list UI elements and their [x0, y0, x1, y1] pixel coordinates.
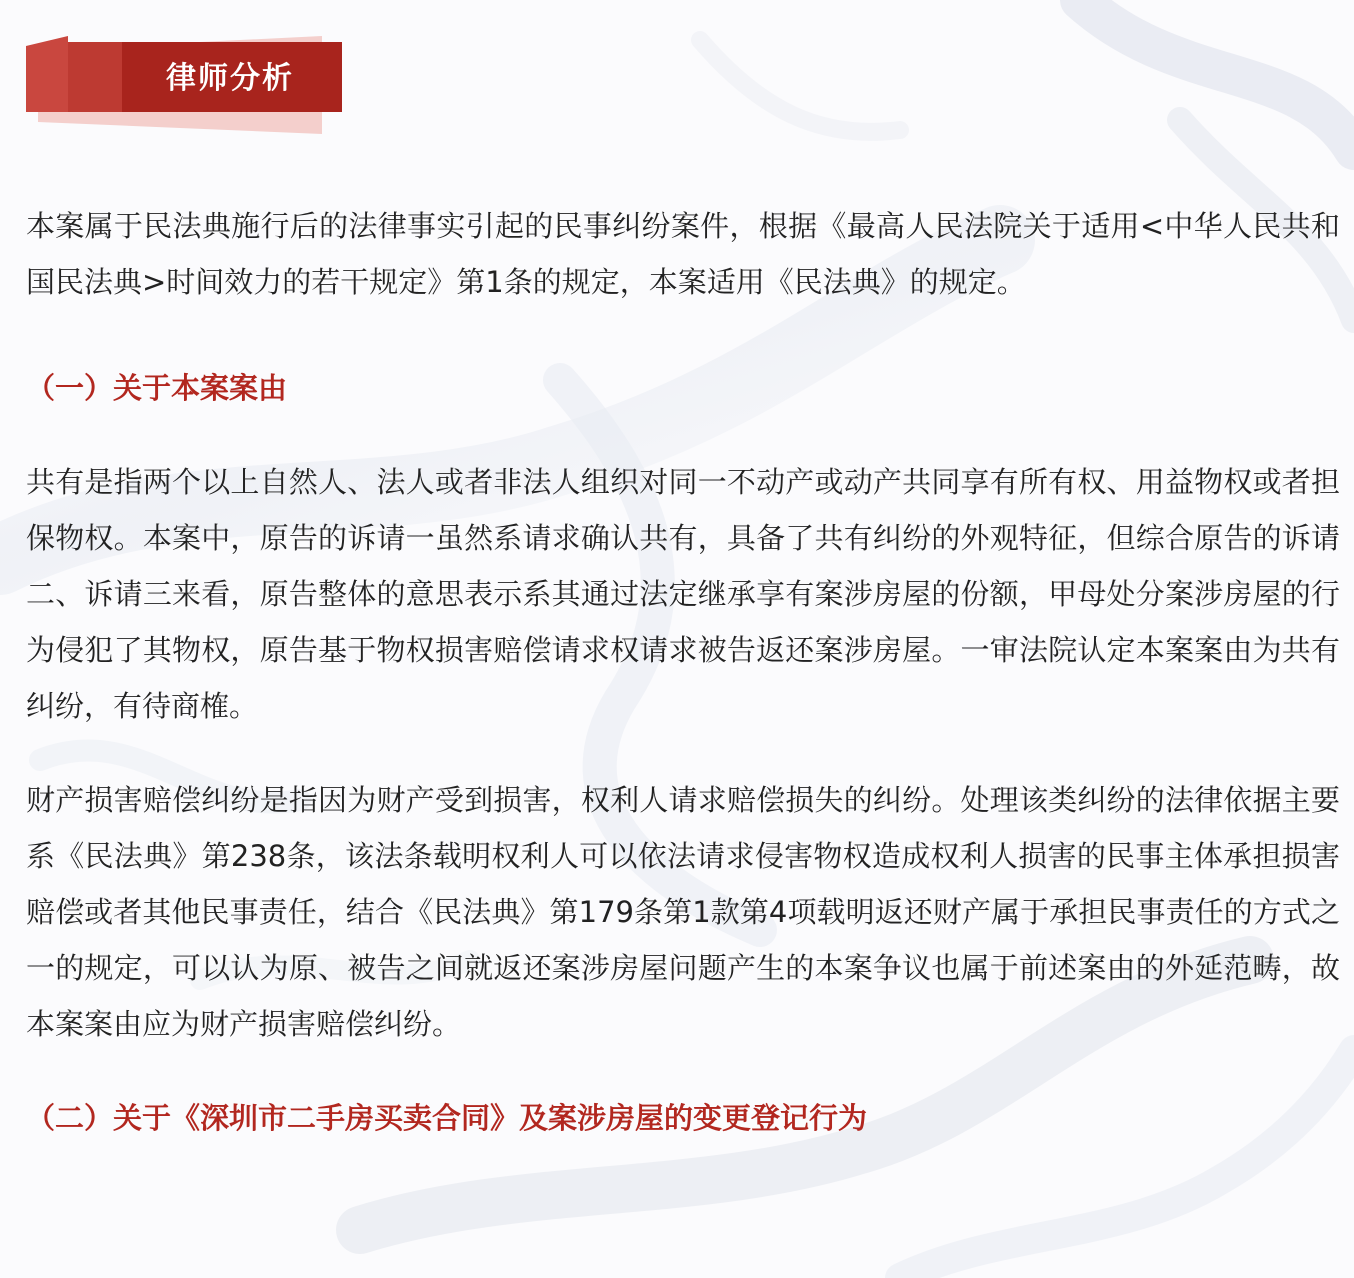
- paragraph-applicable-law: 本案属于民法典施行后的法律事实引起的民事纠纷案件，根据《最高人民法院关于适用<中华人民共和国民法典>时间效力的若干规定》第1条的规定，本案适用《民法典》的规定。: [26, 209, 1340, 299]
- article-body: [26, 198, 1340, 1146]
- banner-inner-fold: [68, 42, 122, 112]
- subheading-case-cause: （一）关于本案案由: [26, 371, 288, 405]
- paragraph-property-damage: 财产损害赔偿纠纷是指因为财产受到损害，权利人请求赔偿损失的纠纷。处理该类纠纷的法律依据主要系《民法典》第238条，该法条载明权利人可以依法请求侵害物权造成权利人损害的民事主体承担损害赔偿或者其他民事责任，结合《民法典》第179条第1款第4项载明返还财产属于承担民事责任的方式之一的规定，可以认为原、被告之间就返还案涉房屋问题产生的本案争议也属于前述案由的外延范畴，故本案案由应为财产损害赔偿纠纷。: [26, 783, 1340, 1041]
- section-title: 律师分析: [166, 61, 294, 96]
- banner-left-fold: [26, 36, 68, 112]
- subheading-contract-registration: （二）关于《深圳市二手房买卖合同》及案涉房屋的变更登记行为: [26, 1101, 868, 1135]
- paragraph-co-ownership: 共有是指两个以上自然人、法人或者非法人组织对同一不动产或动产共同享有所有权、用益物权或者担保物权。本案中，原告的诉请一虽然系请求确认共有，具备了共有纠纷的外观特征，但综合原告的诉请二、诉请三来看，原告整体的意思表示系其通过法定继承享有案涉房屋的份额，甲母处分案涉房屋的行为侵犯了其物权，原告基于物权损害赔偿请求权请求被告返还案涉房屋。一审法院认定本案案由为共有纠纷，有待商榷。: [26, 465, 1340, 723]
